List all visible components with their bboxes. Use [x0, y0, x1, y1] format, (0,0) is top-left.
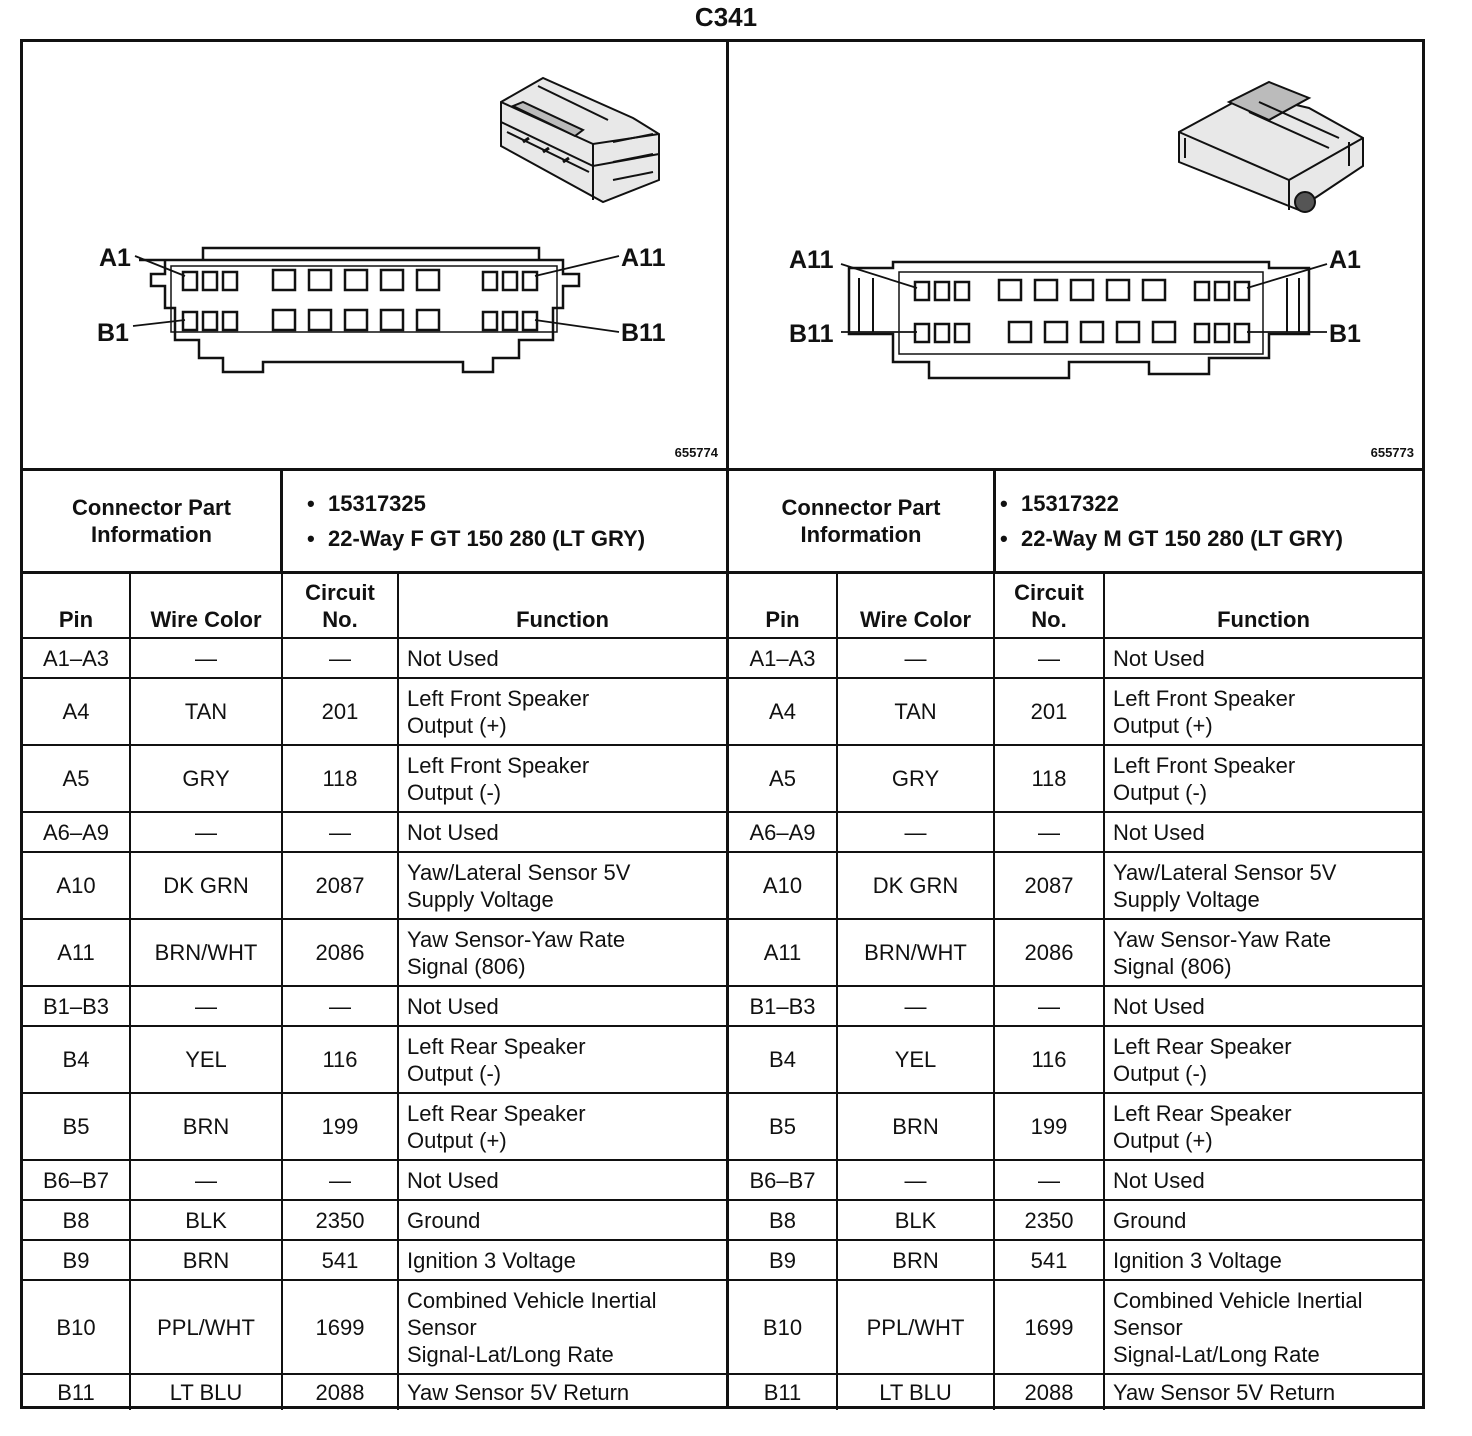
circuit-no-cell-text: — — [329, 1167, 351, 1193]
circuit-no-cell-text: 118 — [322, 766, 358, 791]
connector-part-info — [23, 471, 726, 574]
table-row — [729, 638, 1422, 678]
function-cell — [1104, 1280, 1422, 1374]
pin-cell — [729, 852, 837, 919]
wire-color-cell-text: BRN — [892, 1114, 939, 1139]
pin-cell-text: A4 — [62, 699, 90, 724]
circuit-no-cell — [994, 1280, 1104, 1374]
wire-color-cell — [837, 1160, 994, 1200]
circuit-no-cell-text: — — [329, 645, 351, 671]
circuit-no-cell — [282, 812, 398, 852]
wire-color-cell — [130, 745, 282, 812]
pin-cell — [23, 919, 130, 986]
circuit-no-cell — [994, 678, 1104, 745]
wire-color-cell — [837, 638, 994, 678]
label-b11: B11 — [621, 319, 666, 347]
pin-cell-text: B9 — [62, 1247, 90, 1273]
table-row — [23, 638, 726, 678]
circuit-no-cell-text: 201 — [321, 699, 359, 724]
table-row — [23, 678, 726, 745]
connector-part-info — [729, 471, 1422, 574]
part-description: • 22-Way M GT 150 280 (LT GRY) — [996, 525, 1422, 552]
wire-color-cell — [130, 986, 282, 1026]
circuit-no-cell-text: 2350 — [315, 1207, 365, 1233]
table-row — [729, 812, 1422, 852]
function-cell — [1104, 1093, 1422, 1160]
table-row — [729, 678, 1422, 745]
pin-cell — [23, 1026, 130, 1093]
pin-cell-text: B8 — [769, 1207, 796, 1233]
wire-color-cell-text: BLK — [185, 1207, 227, 1233]
pin-cell — [23, 1093, 130, 1160]
circuit-no-cell-text: 201 — [1030, 699, 1068, 724]
circuit-no-cell-text: 116 — [1031, 1047, 1067, 1072]
table-row — [729, 1200, 1422, 1240]
wire-color-cell-text: PPL/WHT — [866, 1314, 965, 1340]
wire-color-cell — [130, 1374, 282, 1410]
wire-color-cell-text: — — [195, 1167, 217, 1193]
connector-frame — [20, 39, 1425, 1409]
header-function: Function — [398, 574, 726, 638]
function-cell-text: Yaw/Lateral Sensor 5V Supply Voltage — [1113, 859, 1337, 912]
table-row — [23, 1280, 726, 1374]
function-cell-text: Left Front Speaker Output (-) — [407, 752, 590, 805]
pin-cell — [23, 812, 130, 852]
pin-cell-text: B10 — [762, 1314, 803, 1340]
pin-cell-text: B11 — [763, 1380, 802, 1405]
pin-cell-text: B10 — [56, 1314, 96, 1340]
table-row — [23, 1240, 726, 1280]
circuit-no-cell — [282, 638, 398, 678]
pin-cell — [729, 1200, 837, 1240]
function-cell-text: Not Used — [407, 645, 499, 671]
circuit-no-cell — [994, 638, 1104, 678]
circuit-no-cell-text: 541 — [1030, 1247, 1068, 1273]
function-cell-text: Not Used — [1113, 1167, 1205, 1193]
wire-color-cell-text: BRN/WHT — [864, 940, 967, 965]
wire-color-cell-text: PPL/WHT — [157, 1314, 255, 1340]
function-cell-text: Left Rear Speaker Output (-) — [1113, 1033, 1292, 1086]
table-row — [729, 1240, 1422, 1280]
pin-cell — [729, 1093, 837, 1160]
wire-color-cell — [837, 1026, 994, 1093]
wire-color-cell — [837, 1200, 994, 1240]
table-row — [23, 919, 726, 986]
label-b1: B1 — [1329, 320, 1361, 348]
wire-color-cell-text: — — [904, 993, 927, 1019]
wire-color-cell-text: — — [195, 645, 217, 671]
pin-cell-text: A1–A3 — [749, 645, 816, 671]
function-cell-text: Not Used — [407, 819, 499, 845]
function-cell-text: Yaw Sensor 5V Return — [1113, 1380, 1336, 1405]
function-cell-text: Combined Vehicle Inertial Sensor Signal-Lat/Long Rate — [407, 1287, 657, 1367]
wire-color-cell-text: BRN/WHT — [154, 940, 258, 965]
header-pin: Pin — [23, 574, 130, 638]
circuit-no-cell — [282, 1200, 398, 1240]
circuit-no-cell — [282, 745, 398, 812]
wire-color-cell-text: YEL — [894, 1047, 937, 1072]
pin-cell-text: B5 — [769, 1114, 796, 1139]
circuit-no-cell — [282, 919, 398, 986]
circuit-no-cell-text: — — [1038, 1167, 1060, 1193]
table-row — [23, 1093, 726, 1160]
wire-color-cell — [130, 1160, 282, 1200]
function-cell — [398, 986, 726, 1026]
circuit-no-cell-text: 116 — [322, 1047, 358, 1072]
circuit-no-cell — [994, 812, 1104, 852]
function-cell-text: Left Front Speaker Output (-) — [1113, 752, 1296, 805]
wire-color-cell-text: DK GRN — [872, 873, 959, 898]
male-connector-cavities — [915, 280, 1249, 342]
wire-color-cell — [130, 1200, 282, 1240]
pin-cell-text: B4 — [62, 1047, 90, 1072]
circuit-no-cell-text: — — [1038, 819, 1060, 845]
table-row — [23, 812, 726, 852]
label-a1: A1 — [1329, 246, 1361, 274]
pin-cell — [729, 1374, 837, 1410]
label-a1: A1 — [99, 244, 131, 272]
wire-color-cell-text: — — [195, 819, 217, 845]
label-a11: A11 — [621, 244, 666, 272]
function-cell-text: Yaw Sensor 5V Return — [407, 1380, 630, 1405]
wire-color-cell — [837, 1093, 994, 1160]
circuit-no-cell-text: — — [329, 819, 351, 845]
circuit-no-cell — [994, 1374, 1104, 1410]
wire-color-cell-text: GRY — [182, 766, 230, 791]
wire-color-cell — [837, 919, 994, 986]
function-cell-text: Not Used — [407, 993, 499, 1019]
wire-color-cell — [130, 1093, 282, 1160]
pin-cell — [23, 986, 130, 1026]
wire-color-cell — [837, 1374, 994, 1410]
table-row — [23, 745, 726, 812]
function-cell-text: Ignition 3 Voltage — [1113, 1247, 1282, 1273]
table-row — [729, 919, 1422, 986]
pin-cell — [23, 678, 130, 745]
pin-cell-text: A11 — [763, 940, 802, 965]
pin-cell — [729, 1280, 837, 1374]
circuit-no-cell — [994, 745, 1104, 812]
pin-cell — [23, 1200, 130, 1240]
table-row — [729, 852, 1422, 919]
circuit-no-cell — [282, 852, 398, 919]
header-wire-color: Wire Color — [837, 574, 994, 638]
female-connector-drawing — [23, 42, 726, 468]
wire-color-cell-text: — — [904, 645, 927, 671]
circuit-no-cell — [282, 678, 398, 745]
pin-cell — [729, 919, 837, 986]
label-a11: A11 — [789, 246, 834, 274]
wire-color-cell-text: BRN — [182, 1247, 230, 1273]
pin-cell — [23, 1280, 130, 1374]
function-cell-text: Not Used — [1113, 819, 1205, 845]
circuit-no-cell — [282, 1160, 398, 1200]
table-row — [729, 1374, 1422, 1410]
circuit-no-cell — [994, 852, 1104, 919]
circuit-no-cell — [282, 986, 398, 1026]
function-cell — [398, 1240, 726, 1280]
pin-cell-text: A6–A9 — [749, 819, 816, 845]
pin-cell-text: A1–A3 — [42, 645, 110, 671]
function-cell — [1104, 1240, 1422, 1280]
male-connector-iso-view — [1179, 82, 1363, 212]
pin-cell-text: A10 — [762, 873, 803, 898]
function-cell-text: Not Used — [1113, 993, 1205, 1019]
pin-cell-text: A5 — [62, 766, 90, 791]
pin-cell-text: A5 — [769, 766, 796, 791]
function-cell-text: Yaw Sensor-Yaw Rate Signal (806) — [1113, 926, 1332, 979]
function-cell — [1104, 638, 1422, 678]
wire-color-cell-text: GRY — [891, 766, 940, 791]
pin-cell — [729, 986, 837, 1026]
pin-cell-text: B5 — [62, 1114, 90, 1139]
table-row — [23, 986, 726, 1026]
table-row — [729, 986, 1422, 1026]
function-cell — [1104, 678, 1422, 745]
pin-cell — [23, 638, 130, 678]
wire-color-cell — [837, 678, 994, 745]
circuit-no-cell-text: 1699 — [1024, 1314, 1074, 1340]
function-cell-text: Yaw Sensor-Yaw Rate Signal (806) — [407, 926, 626, 979]
circuit-no-cell-text: 2350 — [1024, 1207, 1074, 1233]
circuit-no-cell-text: 2086 — [1024, 940, 1074, 965]
circuit-no-cell — [282, 1280, 398, 1374]
table-row — [729, 1026, 1422, 1093]
pin-cell-text: B1–B3 — [749, 993, 816, 1019]
part-description: • 22-Way F GT 150 280 (LT GRY) — [303, 525, 726, 552]
circuit-no-cell — [994, 1093, 1104, 1160]
pin-cell-text: B1–B3 — [42, 993, 110, 1019]
pin-cell — [729, 1240, 837, 1280]
function-cell — [398, 1026, 726, 1093]
circuit-no-cell — [994, 1026, 1104, 1093]
function-cell — [398, 1280, 726, 1374]
function-cell-text: Left Front Speaker Output (+) — [407, 685, 590, 738]
wire-color-cell — [130, 678, 282, 745]
function-cell — [398, 1374, 726, 1410]
part-info-list — [303, 471, 726, 571]
function-cell — [398, 1160, 726, 1200]
table-row — [23, 1200, 726, 1240]
label-b1: B1 — [97, 319, 129, 347]
wire-color-cell-text: LT BLU — [169, 1380, 243, 1405]
right-connector-section — [729, 471, 1422, 1409]
pin-cell — [729, 812, 837, 852]
circuit-no-cell — [282, 1240, 398, 1280]
table-row — [729, 1280, 1422, 1374]
pin-cell-text: A10 — [56, 873, 96, 898]
wire-color-cell-text: BRN — [892, 1247, 939, 1273]
female-connector-iso-view — [501, 78, 659, 202]
pin-cell — [729, 678, 837, 745]
wire-color-cell — [837, 852, 994, 919]
left-connector-diagram — [23, 42, 729, 468]
wire-color-cell-text: BRN — [182, 1114, 230, 1139]
header-circuit-no: Circuit No. — [282, 574, 398, 638]
wire-color-cell-text: DK GRN — [163, 873, 249, 898]
function-cell — [1104, 1374, 1422, 1410]
circuit-no-cell-text: 199 — [321, 1114, 359, 1139]
pin-cell — [23, 852, 130, 919]
wire-color-cell-text: BLK — [894, 1207, 937, 1233]
wire-color-cell-text: — — [904, 819, 927, 845]
header-circuit-no: Circuit No. — [994, 574, 1104, 638]
function-cell — [1104, 852, 1422, 919]
wire-color-cell-text: — — [195, 993, 217, 1019]
wire-color-cell-text: TAN — [894, 699, 937, 724]
table-row — [23, 1026, 726, 1093]
figure-id: 655773 — [1370, 445, 1414, 460]
circuit-no-cell-text: — — [329, 993, 351, 1019]
function-cell-text: Combined Vehicle Inertial Sensor Signal-Lat/Long Rate — [1113, 1287, 1363, 1367]
pin-cell — [729, 1160, 837, 1200]
pin-cell — [729, 1026, 837, 1093]
wire-color-cell-text: — — [904, 1167, 927, 1193]
pin-cell-text: B4 — [769, 1047, 796, 1072]
circuit-no-cell-text: 2087 — [315, 873, 365, 898]
pin-cell — [23, 745, 130, 812]
function-cell-text: Ground — [1113, 1207, 1187, 1233]
function-cell — [398, 812, 726, 852]
circuit-no-cell-text: 2088 — [315, 1380, 365, 1405]
pin-cell-text: A4 — [769, 699, 796, 724]
function-cell-text: Yaw/Lateral Sensor 5V Supply Voltage — [407, 859, 631, 912]
pin-cell — [729, 745, 837, 812]
circuit-no-cell-text: 2086 — [315, 940, 365, 965]
function-cell — [398, 678, 726, 745]
label-b11: B11 — [789, 320, 834, 348]
circuit-no-cell-text: 118 — [1031, 766, 1067, 791]
wire-color-cell — [837, 1240, 994, 1280]
connector-part-info-label: Connector Part Information — [23, 471, 283, 571]
circuit-no-cell — [282, 1374, 398, 1410]
pin-cell-text: B11 — [57, 1380, 95, 1405]
table-row — [23, 1160, 726, 1200]
function-cell — [1104, 1160, 1422, 1200]
function-cell — [398, 852, 726, 919]
wire-color-cell — [130, 638, 282, 678]
circuit-no-cell — [994, 1240, 1104, 1280]
wire-color-cell — [130, 852, 282, 919]
table-row — [23, 1374, 726, 1410]
wire-color-cell — [130, 812, 282, 852]
diagram-area — [23, 42, 1422, 471]
table-row — [729, 745, 1422, 812]
circuit-no-cell-text: 1699 — [315, 1314, 365, 1340]
function-cell-text: Not Used — [407, 1167, 499, 1193]
circuit-no-cell — [994, 919, 1104, 986]
pinout-table — [729, 574, 1422, 1410]
wire-color-cell — [837, 812, 994, 852]
circuit-no-cell — [994, 986, 1104, 1026]
wire-color-cell-text: LT BLU — [879, 1380, 952, 1405]
function-cell — [1104, 812, 1422, 852]
pin-cell-text: B9 — [769, 1247, 796, 1273]
function-cell — [1104, 986, 1422, 1026]
pin-cell — [23, 1374, 130, 1410]
function-cell-text: Ignition 3 Voltage — [407, 1247, 576, 1273]
table-row — [23, 852, 726, 919]
circuit-no-cell — [994, 1200, 1104, 1240]
function-cell-text: Not Used — [1113, 645, 1205, 671]
circuit-no-cell — [282, 1026, 398, 1093]
pin-cell-text: B6–B7 — [749, 1167, 816, 1193]
pin-cell — [729, 638, 837, 678]
part-number: • 15317325 — [303, 490, 726, 517]
left-connector-section — [23, 471, 729, 1409]
circuit-no-cell-text: 2088 — [1024, 1380, 1074, 1405]
circuit-no-cell-text: — — [1038, 645, 1060, 671]
table-row — [729, 1093, 1422, 1160]
pin-cell — [23, 1160, 130, 1200]
female-connector-cavities — [183, 270, 537, 330]
circuit-no-cell-text: 541 — [321, 1247, 359, 1273]
circuit-no-cell-text: 2087 — [1024, 873, 1074, 898]
connector-part-info-label: Connector Part Information — [729, 471, 996, 571]
function-cell-text: Left Rear Speaker Output (-) — [407, 1033, 586, 1086]
wire-color-cell — [130, 1280, 282, 1374]
header-pin: Pin — [729, 574, 837, 638]
wire-color-cell — [837, 1280, 994, 1374]
function-cell-text: Left Rear Speaker Output (+) — [407, 1100, 586, 1153]
function-cell-text: Ground — [407, 1207, 481, 1233]
pin-cell-text: A11 — [57, 940, 95, 965]
wire-color-cell — [130, 1240, 282, 1280]
pinout-table — [23, 574, 726, 1410]
function-cell — [398, 745, 726, 812]
male-connector-drawing — [729, 42, 1422, 468]
wire-color-cell-text: YEL — [185, 1047, 227, 1072]
function-cell — [398, 638, 726, 678]
function-cell — [398, 1093, 726, 1160]
pin-cell-text: A6–A9 — [42, 819, 110, 845]
function-cell — [1104, 1026, 1422, 1093]
pin-cell-text: B6–B7 — [42, 1167, 110, 1193]
function-cell-text: Left Front Speaker Output (+) — [1113, 685, 1296, 738]
circuit-no-cell-text: 199 — [1030, 1114, 1068, 1139]
function-cell-text: Left Rear Speaker Output (+) — [1113, 1100, 1292, 1153]
header-function: Function — [1104, 574, 1422, 638]
pin-cell — [23, 1240, 130, 1280]
wire-color-cell — [130, 919, 282, 986]
function-cell — [1104, 745, 1422, 812]
circuit-no-cell-text: — — [1038, 993, 1060, 1019]
part-number: • 15317322 — [996, 490, 1422, 517]
pin-cell-text: B8 — [62, 1207, 90, 1233]
connector-title: C341 — [694, 2, 758, 32]
wire-color-cell — [130, 1026, 282, 1093]
function-cell — [398, 919, 726, 986]
header-wire-color: Wire Color — [130, 574, 282, 638]
right-connector-diagram — [729, 42, 1422, 468]
part-info-list — [996, 471, 1422, 571]
function-cell — [398, 1200, 726, 1240]
table-row — [729, 1160, 1422, 1200]
circuit-no-cell — [994, 1160, 1104, 1200]
wire-color-cell — [837, 986, 994, 1026]
function-cell — [1104, 919, 1422, 986]
wire-color-cell-text: TAN — [184, 699, 228, 724]
wire-color-cell — [837, 745, 994, 812]
function-cell — [1104, 1200, 1422, 1240]
figure-id: 655774 — [674, 445, 718, 460]
circuit-no-cell — [282, 1093, 398, 1160]
